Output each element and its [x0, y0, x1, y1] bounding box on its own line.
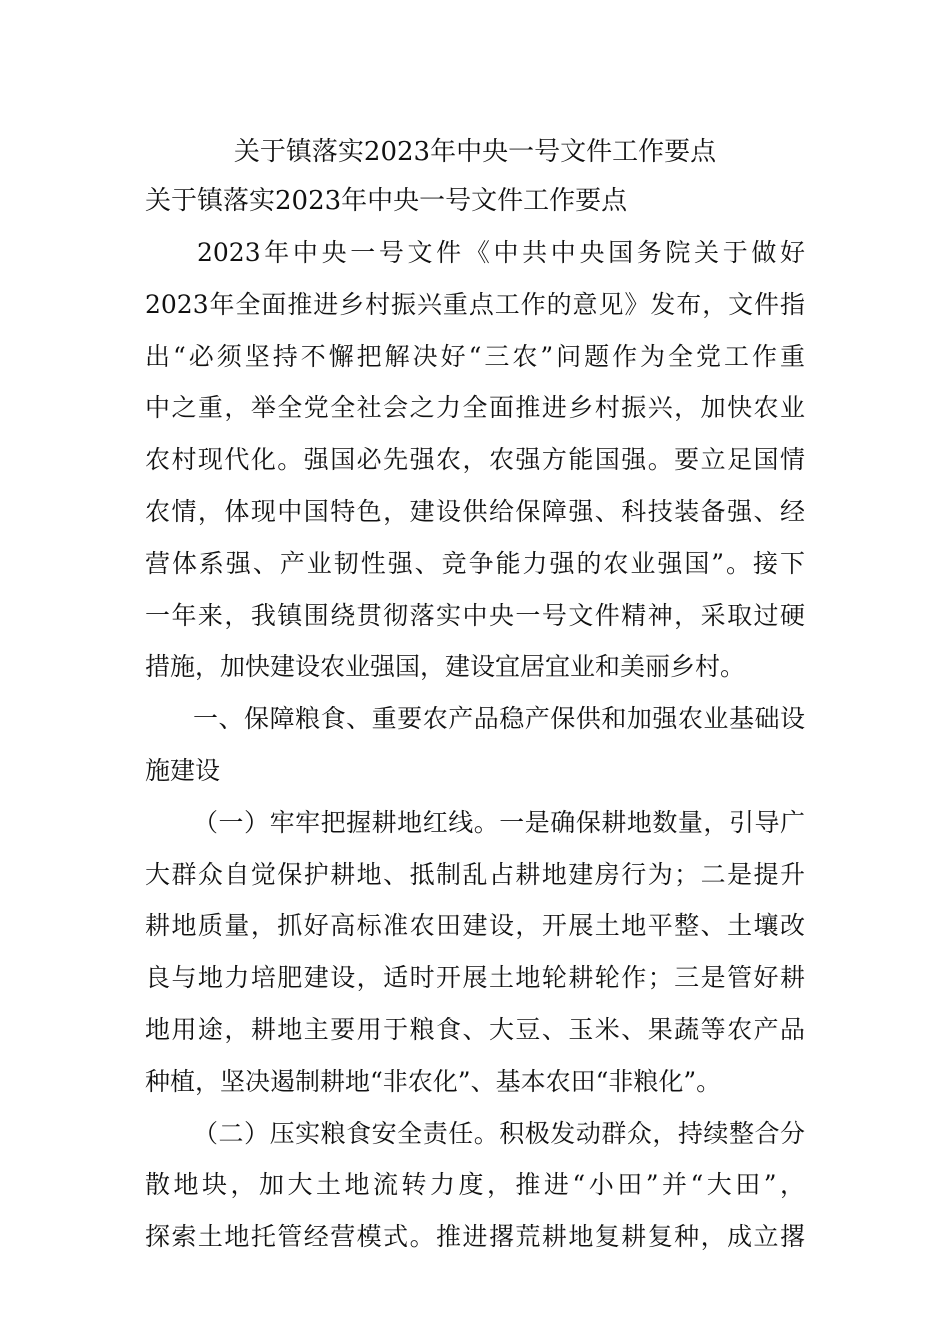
paragraph-line: 措施，加快建设农业强国，建设宜居宜业和美丽乡村。 [145, 652, 746, 682]
paragraph-line: 探索土地托管经营模式。推进撂荒耕地复耕复种，成立撂 [145, 1222, 805, 1252]
paragraph-line: 散地块，加大土地流转力度，推进“小田”并“大田”， [145, 1170, 805, 1200]
paragraph-line: 种植，坚决遏制耕地“非农化”、基本农田“非粮化”。 [145, 1066, 722, 1096]
document-body [145, 233, 805, 1269]
paragraph-line: 农情，体现中国特色，建设供给保障强、科技装备强、经 [145, 496, 805, 526]
document-subtitle: 关于镇落实2023年中央一号文件工作要点 [145, 186, 628, 216]
paragraph-line: （一）牢牢把握耕地红线。一是确保耕地数量，引导广 [193, 807, 805, 837]
paragraph-line: 2023年中央一号文件《中共中央国务院关于做好 [197, 238, 805, 267]
paragraph-line: 出“必须坚持不懈把解决好“三农”问题作为全党工作重 [145, 341, 805, 371]
paragraph-line: 一年来，我镇围绕贯彻落实中央一号文件精神，采取过硬 [145, 600, 805, 630]
paragraph-line: 大群众自觉保护耕地、抵制乱占耕地建房行为；二是提升 [145, 859, 805, 889]
section-heading-line: 一、保障粮食、重要农产品稳产保供和加强农业基础设 [193, 704, 805, 734]
paragraph-line: 营体系强、产业韧性强、竞争能力强的农业强国”。接下 [145, 548, 805, 578]
paragraph-line: 地用途，耕地主要用于粮食、大豆、玉米、果蔬等农产品 [145, 1014, 805, 1044]
paragraph-line: （二）压实粮食安全责任。积极发动群众，持续整合分 [193, 1118, 805, 1148]
section-heading-line: 施建设 [145, 755, 221, 785]
document-title: 关于镇落实2023年中央一号文件工作要点 [233, 137, 717, 167]
paragraph-line: 耕地质量，抓好高标准农田建设，开展土地平整、土壤改 [145, 911, 805, 941]
paragraph-line: 中之重，举全党全社会之力全面推进乡村振兴，加快农业 [145, 393, 805, 423]
paragraph-line: 2023年全面推进乡村振兴重点工作的意见》发布，文件指 [145, 289, 805, 319]
paragraph-line: 良与地力培肥建设，适时开展土地轮耕轮作；三是管好耕 [145, 963, 805, 993]
paragraph-line: 农村现代化。强国必先强农，农强方能国强。要立足国情 [145, 445, 805, 475]
